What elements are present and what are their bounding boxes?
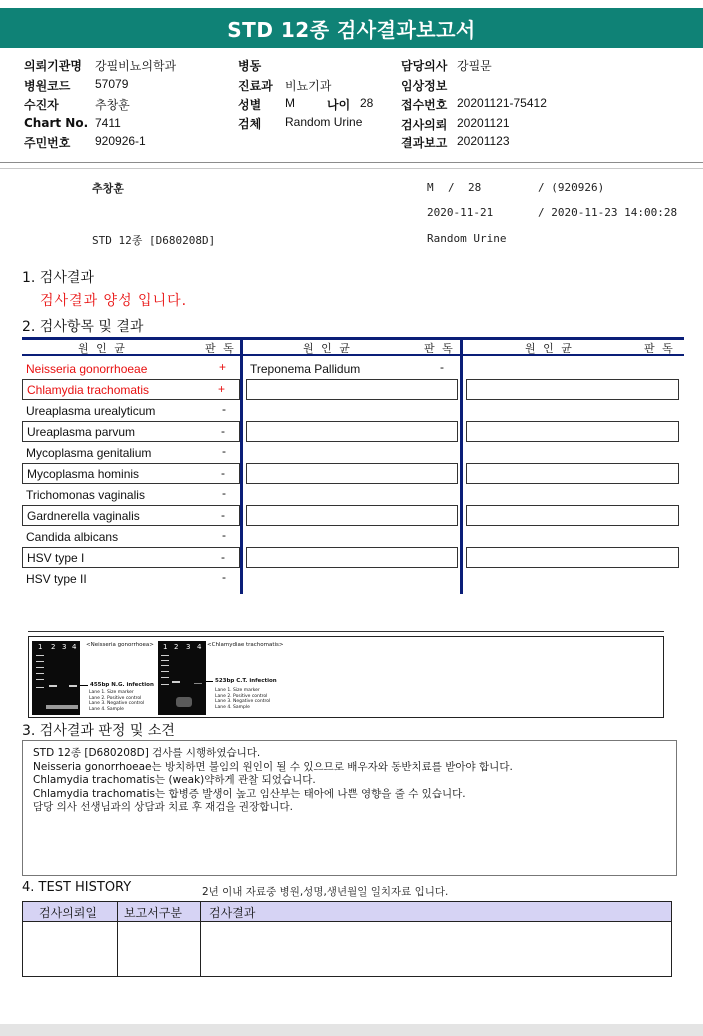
result-mark: - [221, 466, 225, 480]
col1-organism-header: 원 인 균 [78, 342, 127, 355]
results-grid [22, 337, 684, 594]
result-row [22, 526, 240, 547]
request-date-label: 검사의뢰 [401, 118, 448, 132]
reception-no-label: 접수번호 [401, 98, 448, 112]
patient-birth: / (920926) [538, 181, 605, 194]
ladder-band [161, 665, 169, 666]
header-row-institution: 의뢰기관명 [24, 59, 82, 73]
sex-label: 성별 [238, 98, 262, 112]
grid-divider-1 [240, 337, 243, 594]
resident-no-label: 주민번호 [24, 136, 71, 150]
result-mark: + [218, 360, 226, 374]
lane-number: 3 [186, 643, 191, 651]
opinion-line: 담당 의사 선생님과의 상담과 치료 후 재검을 권장합니다. [33, 801, 293, 813]
history-header-row [23, 902, 671, 922]
patient-sex: M [427, 181, 434, 194]
empty-cell [466, 505, 679, 526]
organism-name: Mycoplasma hominis [27, 466, 140, 481]
result-mark: - [221, 424, 225, 438]
history-col-request-date: 검사의뢰일 [39, 905, 97, 920]
ladder-band [36, 687, 44, 688]
section2-heading: 2. 검사항목 및 결과 [22, 319, 144, 335]
header-divider [0, 162, 703, 163]
specimen-label: 검체 [238, 117, 262, 131]
patient-slash: / [448, 181, 455, 194]
ladder-band [36, 661, 44, 662]
legend-line: Lane 3. Negative control [215, 699, 271, 704]
section1-result: 검사결과 양성 입니다. [40, 293, 188, 309]
patient-value: 추창훈 [95, 98, 130, 112]
col1-result-header: 판 독 [205, 342, 236, 355]
legend-line: Lane 2. Positive control [215, 693, 268, 699]
test-code: STD 12종 [D680208D] [92, 234, 216, 247]
ladder-band [36, 667, 44, 668]
doctor-label: 담당의사 [401, 59, 448, 73]
gel-images-panel [28, 636, 664, 718]
section1-heading: 1. 검사결과 [22, 270, 94, 286]
organism-name: Gardnerella vaginalis [27, 508, 140, 523]
result-mark: - [222, 402, 226, 416]
hospital-code-value: 57079 [95, 77, 129, 91]
header-divider-2 [0, 168, 703, 169]
lane-number: 1 [38, 643, 43, 651]
lane-number: 3 [62, 643, 67, 651]
col2-organism-header: 원 인 균 [303, 342, 352, 355]
history-table [22, 901, 672, 977]
result-row [22, 358, 240, 379]
empty-cell [246, 505, 458, 526]
section3-heading: 3. 검사결과 판정 및 소견 [22, 723, 175, 739]
report-title: STD 12종 검사결과보고서 [0, 8, 703, 48]
reported-datetime: / 2020-11-23 14:00:28 [538, 206, 678, 219]
empty-cell [466, 421, 679, 442]
result-mark: - [221, 508, 225, 522]
footer-bar [0, 1024, 703, 1036]
lane-number: 4 [197, 643, 202, 651]
empty-cell [466, 547, 679, 568]
ladder-band [36, 673, 44, 674]
result-mark: + [217, 382, 225, 396]
institution-value: 강필비뇨의학과 [95, 59, 177, 73]
legend-line: Lane 2. Positive control [89, 695, 142, 701]
organism-name: Neisseria gonorrhoeae [26, 361, 148, 376]
clinical-info-label: 임상정보 [401, 79, 448, 93]
band-arrow [206, 681, 213, 682]
result-mark: - [221, 550, 225, 564]
primer-band [46, 705, 78, 709]
lane-number: 2 [51, 643, 56, 651]
organism-name: Ureaplasma urealyticum [26, 403, 156, 418]
chart-no-label: Chart No. [24, 116, 89, 130]
opinion-box [22, 740, 677, 876]
specimen-type: Random Urine [427, 232, 507, 245]
organism-name: Trichomonas vaginalis [26, 487, 145, 502]
result-row [22, 442, 240, 463]
empty-cell [466, 463, 679, 484]
lane-number: 4 [72, 643, 77, 651]
empty-cell [466, 379, 679, 400]
primer-band [176, 697, 192, 707]
ladder-band [161, 677, 169, 678]
gel-band-label-ct: 523bp C.T. infection [215, 678, 277, 684]
empty-cell [246, 547, 458, 568]
empty-cell [246, 421, 458, 442]
legend-line: Lane 1. Size marker [215, 688, 260, 693]
organism-name: Candida albicans [26, 529, 119, 544]
age-label: 나이 [327, 98, 351, 112]
col2-result-header: 판 독 [424, 342, 455, 355]
gel-legend-ct [215, 688, 270, 710]
ladder-band [161, 684, 169, 685]
department-value: 비뇨기과 [285, 79, 332, 93]
result-row [22, 547, 240, 568]
age-value: 28 [360, 96, 374, 110]
organism-name: Mycoplasma genitalium [26, 445, 152, 460]
history-col-result: 검사결과 [209, 905, 256, 920]
band-arrow [80, 685, 88, 686]
ladder-band [36, 679, 44, 680]
opinion-line: Chlamydia trachomatis는 합병증 발생이 높고 임산부는 태아에 나쁜 영향을 줄 수 있습니다. [33, 787, 466, 800]
result-row [22, 400, 240, 421]
gel-band-label-ng: 455bp N.G. infection [90, 682, 154, 688]
patient-name: 추창훈 [92, 182, 124, 195]
result-mark: - [440, 360, 444, 374]
legend-line: Lane 1. Size marker [89, 690, 134, 695]
result-row [246, 358, 458, 379]
gel-divider [28, 631, 664, 632]
result-mark: - [222, 486, 226, 500]
section4-heading: 4. TEST HISTORY [22, 880, 132, 895]
ward-label: 병동 [238, 59, 262, 73]
ladder-band [161, 671, 169, 672]
lane-number: 2 [174, 643, 179, 651]
lane-number: 1 [163, 643, 168, 651]
opinion-line: Neisseria gonorrhoeae는 방치하면 불임의 원인이 될 수 있으므로 배우자와 동반치료를 받아야 합니다. [33, 760, 513, 773]
gel-title-ng: <Neisseria gonorrhoea> [86, 642, 154, 648]
gel-title-ct: <Chlamydiae trachomatis> [207, 642, 284, 648]
ladder-band [36, 655, 44, 656]
department-label: 진료과 [238, 79, 273, 93]
grid-divider-2 [460, 337, 463, 594]
received-date: 2020-11-21 [427, 206, 494, 219]
history-col-divider [200, 902, 201, 976]
patient-label: 수진자 [24, 98, 59, 112]
result-row [22, 505, 240, 526]
sample-band [69, 685, 77, 687]
history-col-report-type: 보고서구분 [124, 905, 182, 920]
gel-legend-ng [89, 690, 144, 712]
patient-age: 28 [468, 181, 482, 194]
organism-name: HSV type I [27, 550, 85, 565]
col3-organism-header: 원 인 균 [525, 342, 574, 355]
gel-image-ct [158, 641, 206, 715]
resident-no-value: 920926-1 [95, 134, 146, 148]
result-mark: - [222, 444, 226, 458]
result-mark: - [222, 528, 226, 542]
report-date-label: 결과보고 [401, 136, 448, 150]
result-mark: - [222, 570, 226, 584]
opinion-line: STD 12종 [D680208D] 검사를 시행하였습니다. [33, 747, 261, 759]
organism-name: HSV type II [26, 571, 87, 586]
result-row [22, 484, 240, 505]
result-row [22, 463, 240, 484]
report-date-value: 20201123 [457, 134, 510, 148]
organism-name: Treponema Pallidum [250, 361, 361, 376]
chart-no-value: 7411 [95, 116, 121, 130]
history-note: 2년 이내 자료중 병원,성명,생년월일 일치자료 입니다. [202, 886, 449, 898]
result-row [22, 379, 240, 400]
ladder-band [161, 655, 169, 656]
request-date-value: 20201121 [457, 116, 510, 130]
doctor-value: 강필문 [457, 59, 492, 73]
gel-image-ng [32, 641, 80, 715]
sample-band [194, 683, 202, 684]
reception-no-value: 20201121-75412 [457, 96, 547, 110]
history-col-divider [117, 902, 118, 976]
hospital-code-label: 병원코드 [24, 79, 71, 93]
opinion-line: Chlamydia trachomatis는 (weak)약하게 관찰 되었습니다. [33, 774, 316, 786]
ladder-band [161, 660, 169, 661]
organism-name: Chlamydia trachomatis [27, 382, 150, 397]
specimen-value: Random Urine [285, 115, 363, 129]
legend-line: Lane 4. Sample [89, 706, 124, 712]
legend-line: Lane 4. Sample [215, 704, 250, 710]
result-row [22, 568, 240, 589]
empty-cell [246, 379, 458, 400]
sex-value: M [285, 96, 295, 110]
empty-cell [246, 463, 458, 484]
col3-result-header: 판 독 [644, 342, 675, 355]
sample-band [49, 685, 57, 687]
legend-line: Lane 3. Negative control [89, 701, 145, 706]
result-row [22, 421, 240, 442]
organism-name: Ureaplasma parvum [27, 424, 136, 439]
sample-band [172, 681, 180, 683]
